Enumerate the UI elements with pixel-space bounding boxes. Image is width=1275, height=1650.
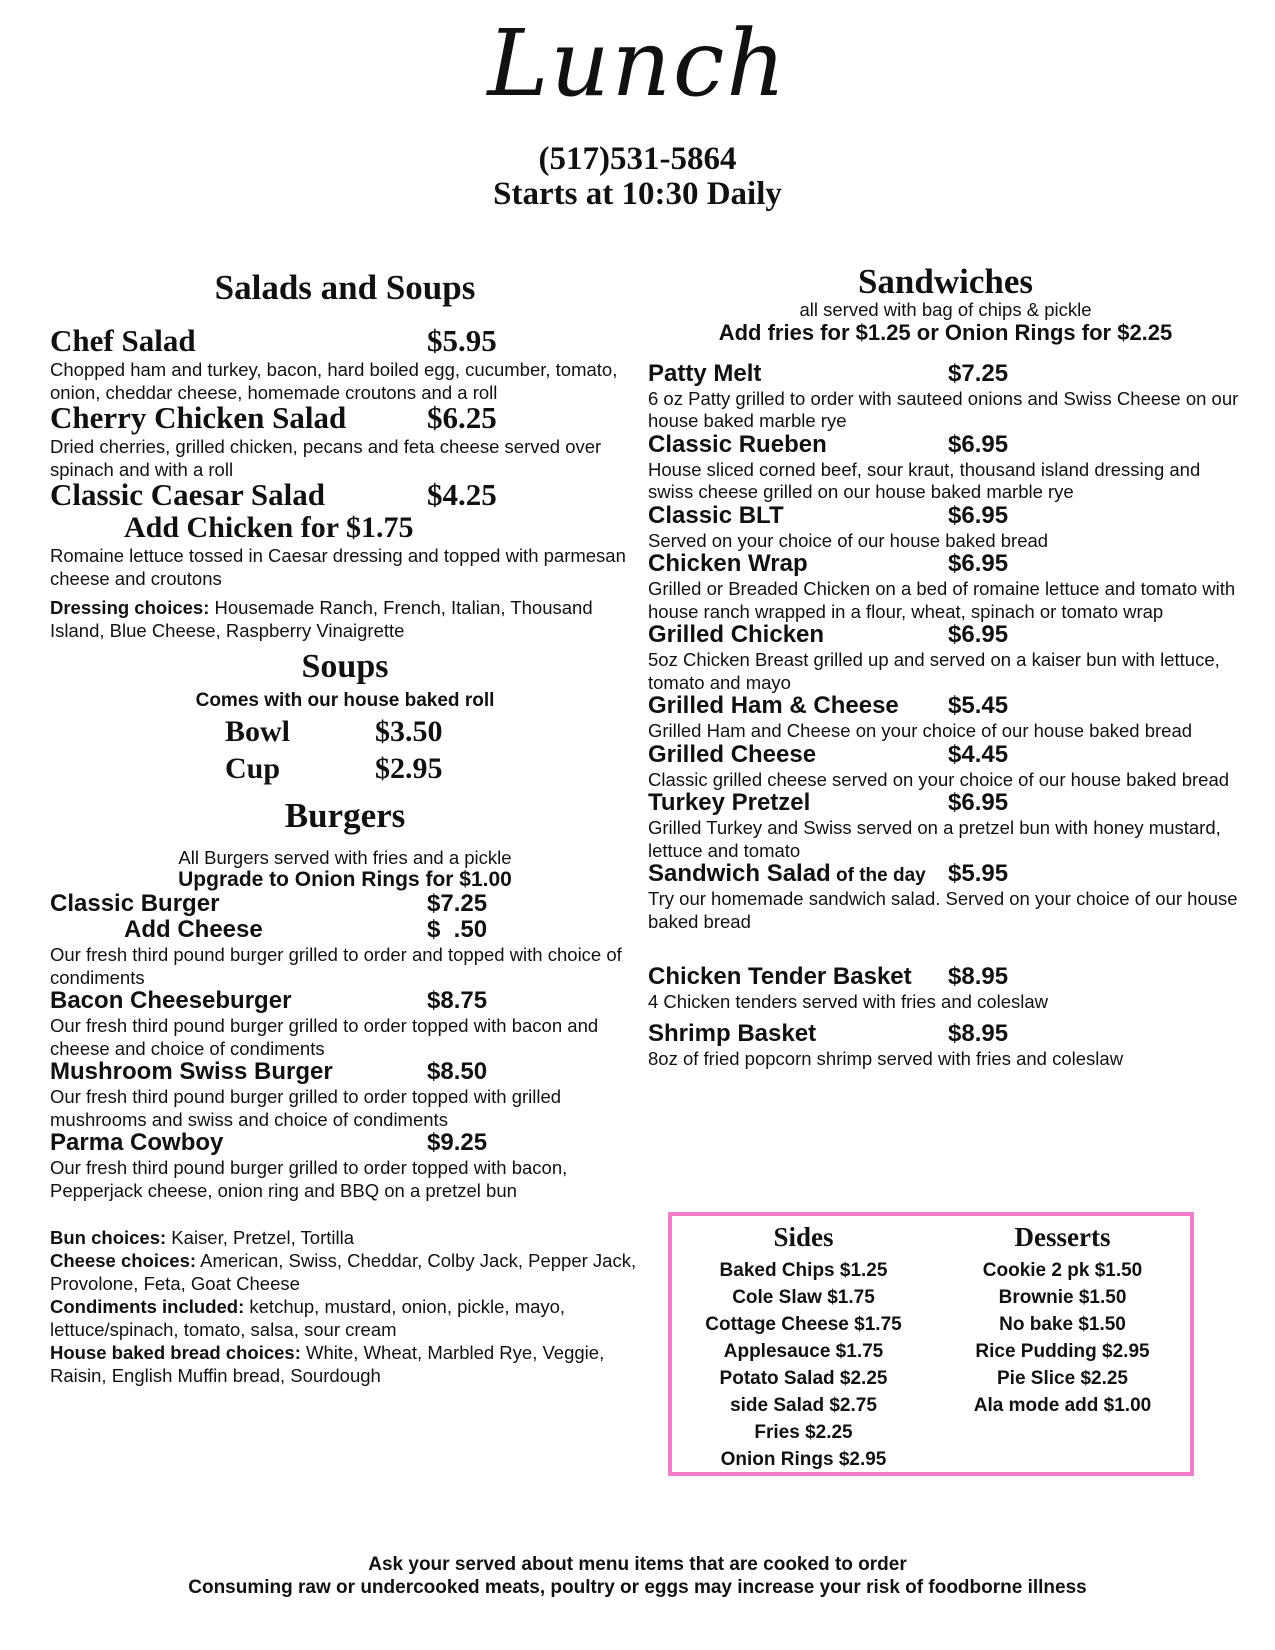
item-price: $8.50 bbox=[427, 1058, 488, 1086]
basket-item bbox=[648, 965, 1243, 1014]
item-price: $6.95 bbox=[948, 501, 1009, 529]
soup-bowl bbox=[50, 712, 640, 749]
salad-suffix: of the day bbox=[830, 865, 926, 887]
salad-name: Sandwich Salad bbox=[648, 860, 831, 888]
choices-text: American, Swiss, Cheddar, Colby Jack, Pepper Jack, Provolone, Feta, Goat Cheese bbox=[50, 1250, 647, 1295]
burger-item bbox=[50, 892, 640, 989]
choices-label: Cheese choices: bbox=[50, 1250, 197, 1272]
burger-item bbox=[50, 1131, 640, 1202]
item-price: $6.95 bbox=[948, 430, 1009, 458]
item-name: Cherry Chicken Salad bbox=[50, 400, 347, 435]
salads-heading: Salads and Soups bbox=[214, 268, 476, 307]
item-name: Mushroom Swiss Burger bbox=[50, 1058, 333, 1086]
dessert-item: Brownie $1.50 bbox=[998, 1287, 1127, 1308]
side-item: Fries $2.25 bbox=[754, 1422, 853, 1443]
item-name: Shrimp Basket bbox=[648, 1019, 817, 1047]
side-item: side Salad $2.75 bbox=[730, 1395, 877, 1416]
addon-text: Add Chicken for $1.75 bbox=[124, 511, 414, 544]
soups-subtitle: Comes with our house baked roll bbox=[195, 690, 495, 711]
choices-label: Dressing choices: bbox=[50, 597, 210, 618]
item-name: Turkey Pretzel bbox=[648, 789, 811, 817]
sandwich-item bbox=[648, 501, 1243, 553]
item-price: $6.95 bbox=[948, 550, 1009, 578]
item-name: Patty Melt bbox=[648, 359, 762, 387]
dessert-item: No bake $1.50 bbox=[999, 1314, 1126, 1335]
sides-heading: Sides bbox=[773, 1222, 834, 1252]
item-price: $5.95 bbox=[427, 323, 497, 358]
dressing-choices bbox=[50, 596, 640, 642]
item-name: Bowl bbox=[225, 714, 291, 748]
item-description: Classic grilled cheese served on your choice of our house baked bread bbox=[648, 768, 1230, 790]
sandwich-item bbox=[648, 552, 1243, 623]
footer-line-1: Ask your served about menu items that are cooked to order bbox=[368, 1554, 907, 1575]
side-item: Cottage Cheese $1.75 bbox=[705, 1314, 902, 1335]
footer-line-2: Consuming raw or undercooked meats, poultry or eggs may increase your risk of foodborne illness bbox=[188, 1577, 1087, 1598]
menu-title: Lunch bbox=[487, 10, 788, 117]
item-price: $8.95 bbox=[948, 1019, 1009, 1047]
choices-label: Bun choices: bbox=[50, 1227, 167, 1249]
item-name bbox=[648, 860, 926, 888]
basket-item bbox=[648, 1019, 1243, 1071]
salad-item bbox=[50, 400, 640, 481]
item-name: Grilled Cheese bbox=[648, 740, 817, 768]
item-price: $6.95 bbox=[948, 789, 1009, 817]
item-name: Classic Rueben bbox=[648, 430, 827, 458]
item-name: Grilled Chicken bbox=[648, 621, 825, 649]
item-name: Chicken Tender Basket bbox=[648, 963, 912, 991]
item-price: $7.25 bbox=[427, 890, 488, 918]
item-description: 5oz Chicken Breast grilled up and served on a kaiser bun with lettuce, tomato and mayo bbox=[648, 649, 1220, 693]
sandwich-item bbox=[648, 740, 1243, 792]
item-description: Our fresh third pound burger grilled to order topped with grilled mushrooms and swiss and choice of condiments bbox=[50, 1086, 562, 1130]
lunch-start-time: Starts at 10:30 Daily bbox=[493, 176, 782, 212]
sandwich-salad-item bbox=[648, 862, 1243, 933]
burgers-subtitle: All Burgers served with fries and a pickle bbox=[178, 846, 512, 868]
item-name: Classic Caesar Salad bbox=[50, 477, 326, 512]
dessert-item: Rice Pudding $2.95 bbox=[975, 1341, 1150, 1362]
item-name: Cup bbox=[225, 751, 281, 785]
item-price: $6.25 bbox=[427, 400, 497, 435]
phone-number: (517)531-5864 bbox=[538, 141, 737, 177]
item-description: Grilled Turkey and Swiss served on a pretzel bun with honey mustard, lettuce and tomato bbox=[648, 817, 1221, 861]
right-column bbox=[648, 264, 1243, 1070]
item-description: Try our homemade sandwich salad. Served on your choice of our house baked bread bbox=[648, 888, 1238, 932]
addon-name: Add Cheese bbox=[124, 916, 263, 944]
burgers-heading: Burgers bbox=[284, 795, 406, 835]
side-item: Potato Salad $2.25 bbox=[719, 1368, 888, 1389]
side-item: Cole Slaw $1.75 bbox=[732, 1287, 875, 1308]
item-price: $4.45 bbox=[948, 740, 1009, 768]
burger-item bbox=[50, 989, 640, 1060]
choices-label: Condiments included: bbox=[50, 1296, 245, 1318]
item-name: Bacon Cheeseburger bbox=[50, 987, 292, 1015]
sides-column bbox=[672, 1222, 935, 1473]
dessert-item: Cookie 2 pk $1.50 bbox=[982, 1260, 1143, 1281]
burger-choices bbox=[50, 1226, 647, 1387]
footer-notice bbox=[0, 1553, 1275, 1599]
desserts-heading: Desserts bbox=[1014, 1222, 1111, 1252]
dessert-item: Pie Slice $2.25 bbox=[997, 1368, 1128, 1389]
addon-price: $ .50 bbox=[427, 916, 488, 944]
sandwiches-addon: Add fries for $1.25 or Onion Rings for $2.25 bbox=[718, 320, 1173, 346]
item-name: Chef Salad bbox=[50, 323, 196, 358]
item-price: $7.25 bbox=[948, 359, 1009, 387]
item-name: Parma Cowboy bbox=[50, 1129, 224, 1157]
item-description: 8oz of fried popcorn shrimp served with fries and coleslaw bbox=[648, 1047, 1124, 1069]
item-name: Chicken Wrap bbox=[648, 550, 808, 578]
sandwich-item bbox=[648, 430, 1243, 504]
cheese-choices bbox=[50, 1249, 647, 1295]
item-price: $3.50 bbox=[375, 714, 443, 748]
choices-text: White, Wheat, Marbled Rye, Veggie, Raisin, English Muffin bread, Sourdough bbox=[50, 1342, 605, 1387]
burgers-upgrade: Upgrade to Onion Rings for $1.00 bbox=[178, 868, 512, 892]
item-price: $9.25 bbox=[427, 1129, 488, 1157]
item-price: $5.45 bbox=[948, 692, 1009, 720]
item-price: $5.95 bbox=[948, 860, 1009, 888]
item-name: Classic BLT bbox=[648, 501, 784, 529]
sandwiches-subtitle: all served with bag of chips & pickle bbox=[799, 299, 1092, 320]
item-price: $4.25 bbox=[427, 477, 497, 512]
choices-label: House baked bread choices: bbox=[50, 1342, 301, 1364]
item-description: Served on your choice of our house baked bread bbox=[648, 529, 1049, 551]
choices-text: Kaiser, Pretzel, Tortilla bbox=[166, 1227, 354, 1249]
dessert-item: Ala mode add $1.00 bbox=[973, 1395, 1152, 1416]
salad-item bbox=[50, 323, 640, 404]
item-price: $8.75 bbox=[427, 987, 488, 1015]
sandwich-item bbox=[648, 791, 1243, 862]
bread-choices bbox=[50, 1341, 640, 1387]
item-name: Classic Burger bbox=[50, 890, 220, 918]
choices-text: Housemade Ranch, French, Italian, Thousand Island, Blue Cheese, Raspberry Vinaigrette bbox=[50, 597, 593, 641]
left-column bbox=[50, 268, 647, 1387]
sandwich-item bbox=[648, 623, 1243, 694]
item-description: 6 oz Patty grilled to order with sauteed onions and Swiss Cheese on our house baked marble rye bbox=[648, 387, 1239, 432]
condiment-choices bbox=[50, 1295, 640, 1341]
item-description: Romaine lettuce tossed in Caesar dressing and topped with parmesan cheese and croutons bbox=[50, 545, 626, 589]
item-price: $6.95 bbox=[948, 621, 1009, 649]
sides-desserts-box bbox=[668, 1212, 1194, 1476]
item-description: Chopped ham and turkey, bacon, hard boiled egg, cucumber, tomato, onion, cheddar cheese, homemade croutons and a roll bbox=[50, 359, 618, 403]
item-price: $2.95 bbox=[375, 751, 443, 785]
item-description: Dried cherries, grilled chicken, pecans and feta cheese served over spinach and with a roll bbox=[50, 436, 602, 480]
item-name: Grilled Ham & Cheese bbox=[648, 692, 899, 720]
side-item: Baked Chips $1.25 bbox=[719, 1260, 888, 1281]
sandwich-item bbox=[648, 359, 1243, 433]
choices-text: ketchup, mustard, onion, pickle, mayo, lettuce/spinach, tomato, salsa, sour cream bbox=[50, 1296, 566, 1341]
item-description: Grilled Ham and Cheese on your choice of our house baked bread bbox=[648, 720, 1193, 742]
burger-item bbox=[50, 1060, 640, 1131]
soups-heading: Soups bbox=[301, 648, 389, 685]
item-description: Our fresh third pound burger grilled to order topped with bacon and cheese and choice of condiments bbox=[50, 1015, 599, 1059]
item-description: House sliced corned beef, sour kraut, thousand island dressing and swiss cheese grilled on our house baked marble rye bbox=[648, 458, 1201, 503]
item-description: 4 Chicken tenders served with fries and coleslaw bbox=[648, 991, 1048, 1013]
soup-cup bbox=[50, 749, 640, 786]
sandwich-item bbox=[648, 694, 1243, 743]
side-item: Onion Rings $2.95 bbox=[720, 1449, 887, 1470]
item-description: Our fresh third pound burger grilled to order topped with bacon, Pepperjack cheese, onion ring and BBQ on a pretzel bun bbox=[50, 1157, 568, 1201]
item-price: $8.95 bbox=[948, 963, 1009, 991]
desserts-column bbox=[931, 1222, 1194, 1419]
bun-choices bbox=[50, 1226, 640, 1249]
item-description: Our fresh third pound burger grilled to order and topped with choice of condiments bbox=[50, 944, 622, 988]
side-item: Applesauce $1.75 bbox=[723, 1341, 884, 1362]
item-description: Grilled or Breaded Chicken on a bed of romaine lettuce and tomato with house ranch wrapped in a flour, wheat, spinach or tomato wrap bbox=[648, 578, 1236, 622]
salad-item bbox=[50, 477, 640, 590]
sandwiches-heading: Sandwiches bbox=[857, 262, 1034, 301]
